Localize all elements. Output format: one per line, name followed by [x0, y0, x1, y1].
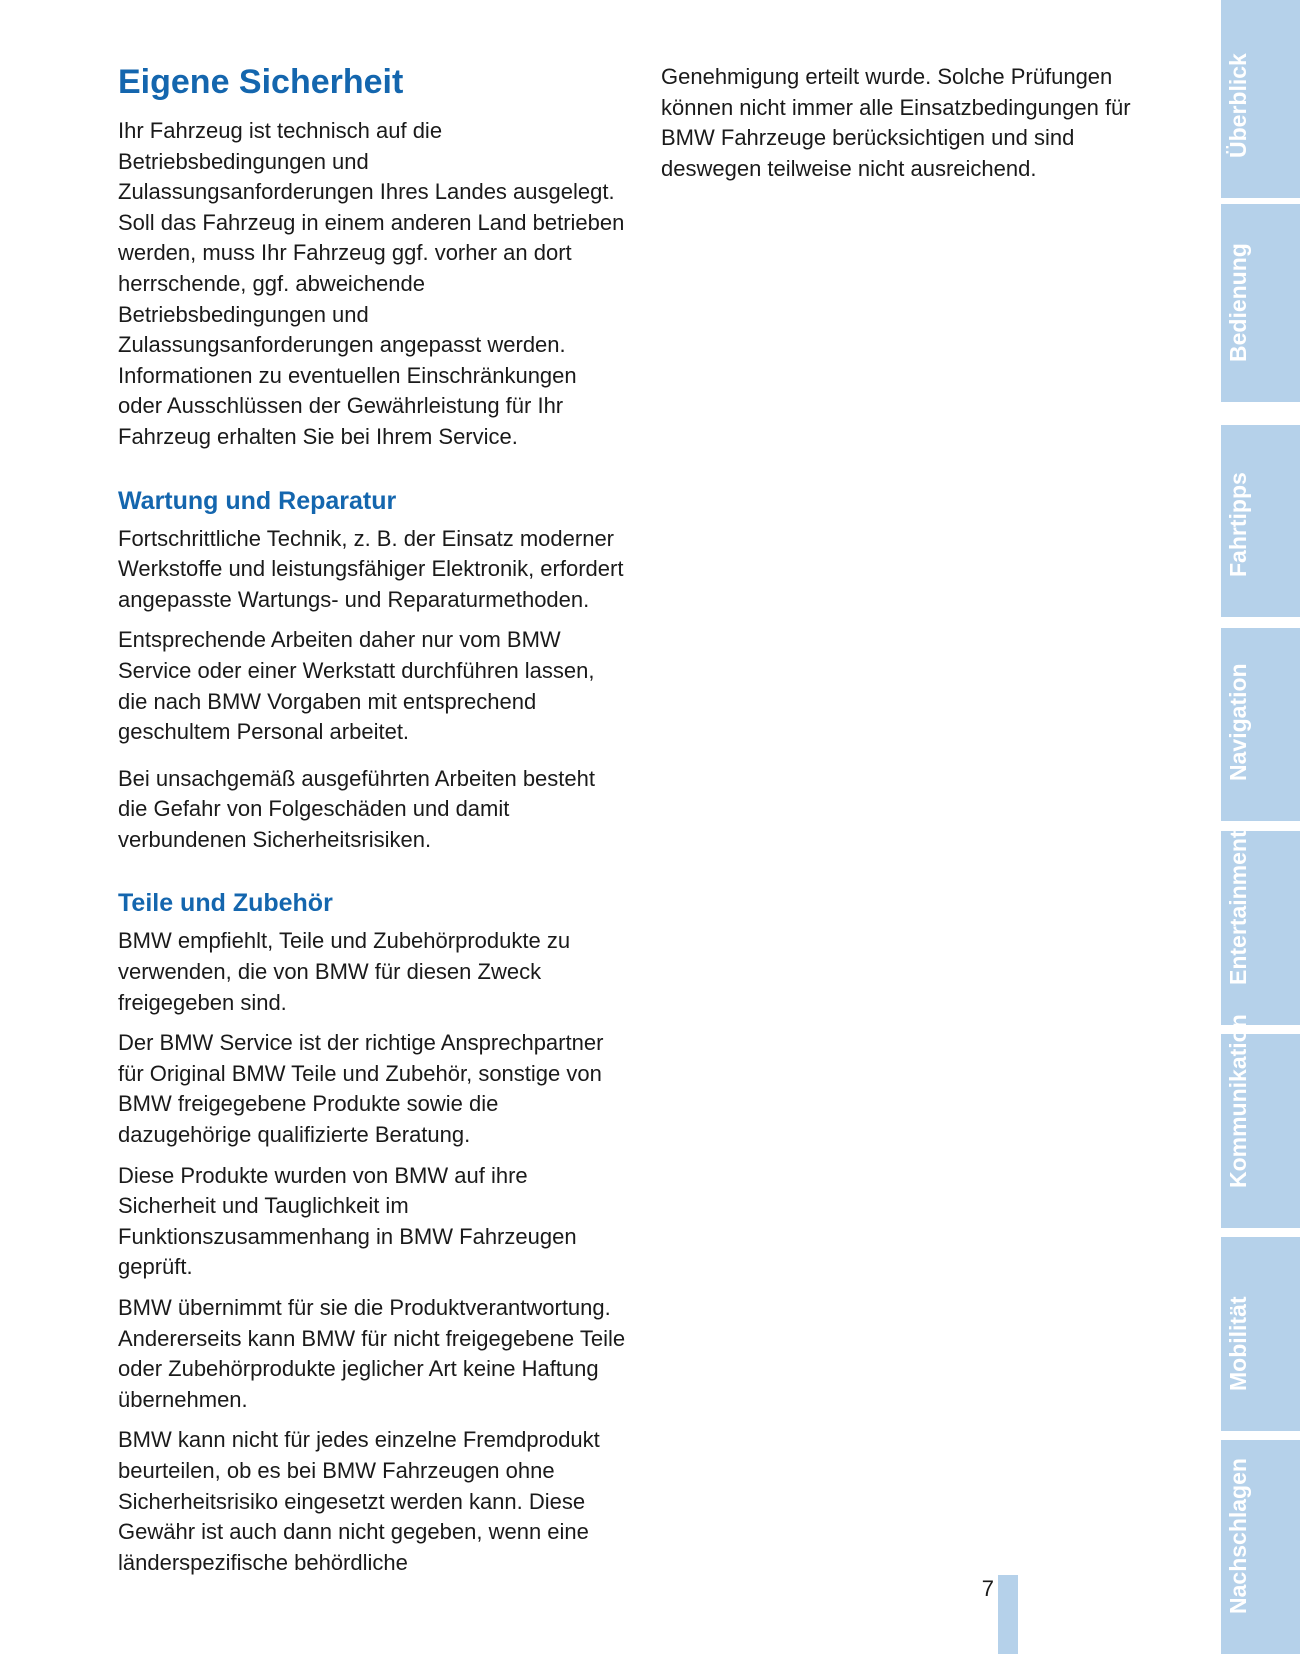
tab-label: Bedienung	[1225, 243, 1251, 362]
heading-maintenance: Wartung und Reparatur	[118, 486, 397, 515]
page-number-marker	[998, 1575, 1018, 1654]
tab-entertainment[interactable]	[1221, 831, 1300, 1025]
tab-label: Überblick	[1225, 53, 1251, 158]
tab-label: Kommunikation	[1225, 1014, 1251, 1188]
tab-bedienung[interactable]	[1221, 204, 1300, 402]
page-number: 7	[981, 1576, 994, 1601]
tab-mobilitaet[interactable]	[1221, 1237, 1300, 1431]
parts-paragraph-1: BMW empfiehlt, Teile und Zubehörprodukte zu verwenden, die von BMW für diesen Zweck freigegeben sind.	[118, 928, 571, 1015]
tab-nachschlagen[interactable]	[1221, 1440, 1300, 1654]
parts-paragraph-3: Diese Produkte wurden von BMW auf ihre Sicherheit und Tauglichkeit im Funktionszusammenhang in BMW Fahrzeugen geprüft.	[118, 1162, 577, 1280]
tab-fahrtipps[interactable]	[1221, 425, 1300, 617]
chapter-sidebar	[1221, 0, 1300, 1654]
continuation-paragraph: Genehmigung erteilt wurde. Solche Prüfungen können nicht immer alle Einsatzbedingungen für BMW Fahrzeuge berücksichtigen und sind deswegen teilweise nicht ausreichend.	[661, 64, 1131, 181]
heading-parts: Teile und Zubehör	[118, 889, 333, 918]
right-column	[661, 62, 1171, 184]
parts-paragraph-2: Der BMW Service ist der richtige Ansprechpartner für Original BMW Teile und Zubehör, sonstige von BMW freigegebene Produkte sowie die dazugehörige qualifizierte Beratung.	[118, 1030, 604, 1148]
tab-ueberblick[interactable]	[1221, 0, 1300, 198]
maintenance-paragraph-2: Entsprechende Arbeiten daher nur vom BMW Service oder einer Werkstatt durchführen lassen, die nach BMW Vorgaben mit entsprechend geschultem Personal arbeitet.	[118, 627, 595, 745]
tab-label: Navigation	[1225, 663, 1251, 781]
parts-paragraph-5: BMW kann nicht für jedes einzelne Fremdprodukt beurteilen, ob es bei BMW Fahrzeugen ohne Sicherheitsrisiko eingesetzt werden kann. Diese Gewähr ist auch dann nicht gegeben, wenn eine länderspezifische behördliche	[118, 1427, 600, 1575]
tab-kommunikation[interactable]	[1221, 1014, 1300, 1228]
tab-navigation[interactable]	[1221, 628, 1300, 821]
intro-paragraph: Ihr Fahrzeug ist technisch auf die Betriebsbedingungen und Zulassungsanforderungen Ihres Landes ausgelegt. Soll das Fahrzeug in einem anderen Land betrieben werden, muss Ihr Fahrzeug ggf. vorher an dort herrschende, ggf. abweichende Betriebsbedingungen und Zulassungsanforderungen angepasst werden. Informationen zu eventuellen Einschränkungen oder Ausschlüssen der Gewährleistung für Ihr Fahrzeug erhalten Sie bei Ihrem Service.	[118, 118, 625, 449]
left-column	[118, 58, 626, 1588]
page-title: Eigene Sicherheit	[118, 63, 404, 101]
maintenance-paragraph-3: Bei unsachgemäß ausgeführten Arbeiten besteht die Gefahr von Folgeschäden und damit verbundenen Sicherheitsrisiken.	[118, 765, 595, 852]
tab-label: Entertainment	[1225, 830, 1251, 985]
tab-label: Fahrtipps	[1225, 472, 1251, 577]
parts-paragraph-4: BMW übernimmt für sie die Produktverantwortung. Andererseits kann BMW für nicht freigegebene Teile oder Zubehörprodukte jeglicher Art keine Haftung übernehmen.	[118, 1295, 626, 1412]
tab-label: Nachschlagen	[1225, 1458, 1251, 1614]
tab-label: Mobilität	[1225, 1296, 1251, 1391]
maintenance-paragraph-1: Fortschrittliche Technik, z. B. der Einsatz moderner Werkstoffe und leistungsfähiger Elektronik, erfordert angepasste Wartungs- und Reparaturmethoden.	[118, 525, 624, 612]
